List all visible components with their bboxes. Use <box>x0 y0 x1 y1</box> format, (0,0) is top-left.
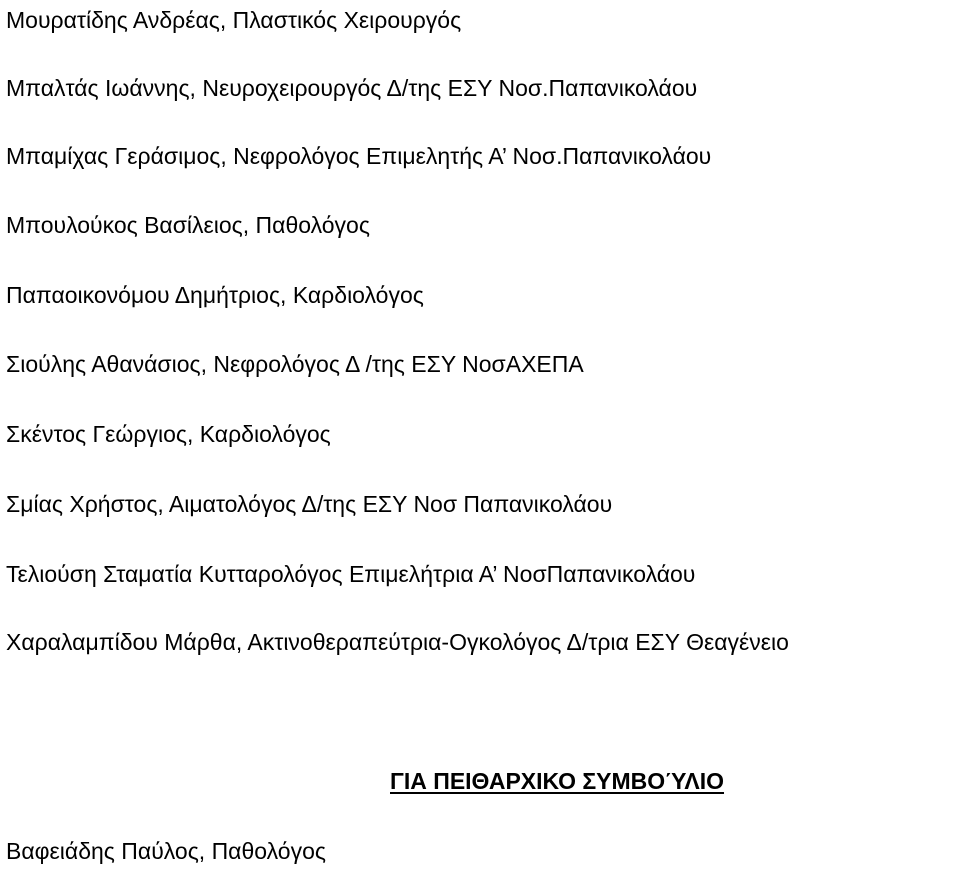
member-line-7: Σκέντος Γεώργιος, Καρδιολόγος <box>6 421 331 447</box>
member-line-1: Μουρατίδης Ανδρέας, Πλαστικός Χειρουργός <box>6 7 462 33</box>
member-line-9: Τελιούση Σταματία Κυτταρολόγος Επιμελήτρια Α’ ΝοσΠαπανικολάου <box>6 561 696 587</box>
member-line-10: Χαραλαμπίδου Μάρθα, Ακτινοθεραπεύτρια-Ογκολόγος Δ/τρια ΕΣΥ Θεαγένειο <box>6 629 789 655</box>
member-line-6: Σιούλης Αθανάσιος, Νεφρολόγος Δ /της ΕΣΥ ΝοσΑΧΕΠΑ <box>6 351 584 377</box>
member-line-5: Παπαοικονόμου Δημήτριος, Καρδιολόγος <box>6 282 424 308</box>
member-line-4: Μπουλούκος Βασίλειος, Παθολόγος <box>6 212 370 238</box>
member-line-2: Μπαλτάς Ιωάννης, Νευροχειρουργός Δ/της ΕΣΥ Νοσ.Παπανικολάου <box>6 75 698 101</box>
council-member-line-1: Βαφειάδης Παύλος, Παθολόγος <box>6 838 326 864</box>
section-heading: ΓΙΑ ΠΕΙΘΑΡΧΙΚΟ ΣΥΜΒΟΎΛΙΟ <box>390 768 725 794</box>
member-line-3: Μπαμίχας Γεράσιμος, Νεφρολόγος Επιμελητής Α’ Νοσ.Παπανικολάου <box>6 143 712 169</box>
member-line-8: Σμίας Χρήστος, Αιματολόγος Δ/της ΕΣΥ Νοσ Παπανικολάου <box>6 491 613 517</box>
